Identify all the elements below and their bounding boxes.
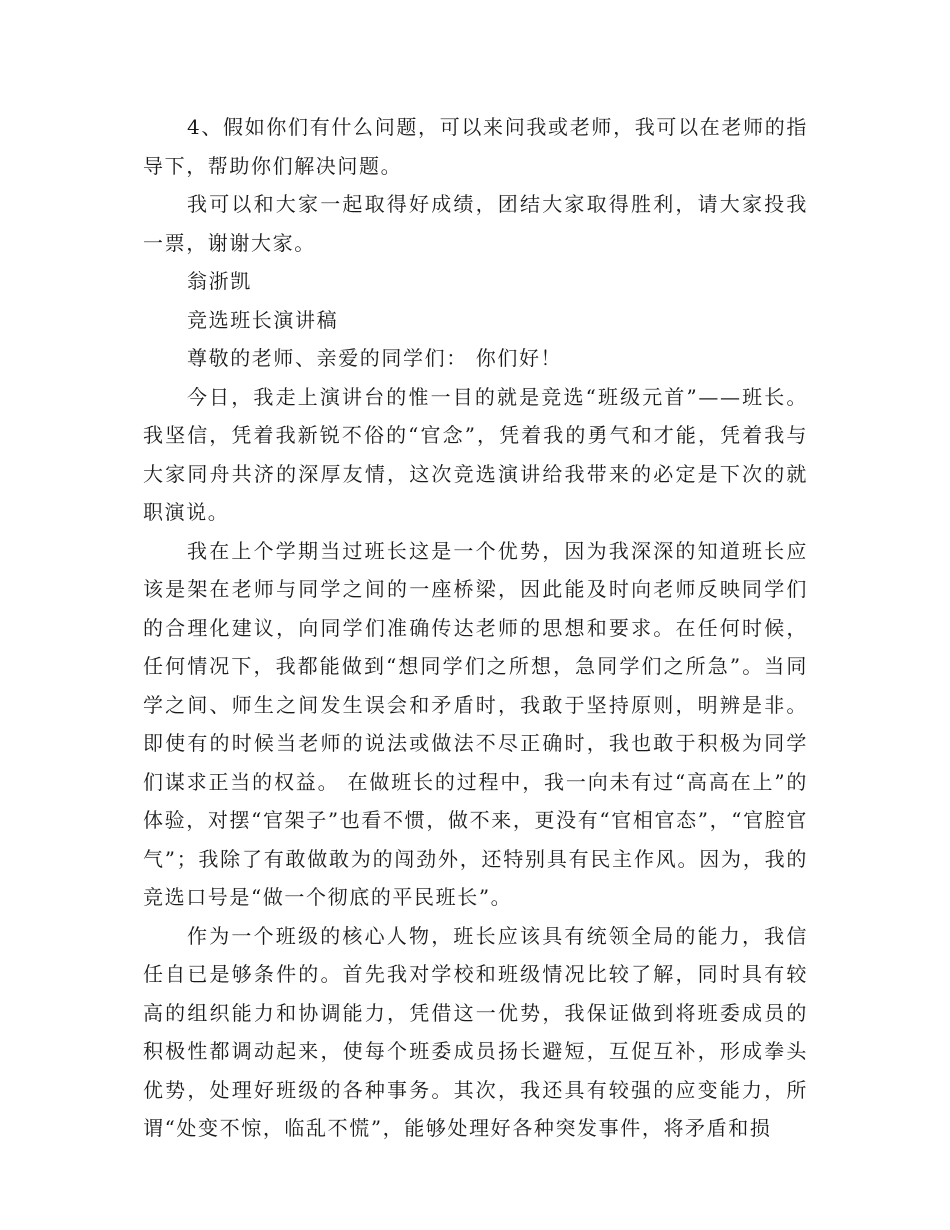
paragraph-intro: 今日，我走上演讲台的惟一目的就是竞选“班级元首”——班长。我坚信，凭着我新锐不俗的“官念”，凭着我的勇气和才能，凭着我与大家同舟共济的深厚友情，这次竞选演讲给我带来的必定是下次的就职演说。 bbox=[143, 384, 808, 524]
paragraph-experience: 我在上个学期当过班长这是一个优势，因为我深深的知道班长应该是架在老师与同学之间的一座桥梁，因此能及时向老师反映同学们的合理化建议，向同学们准确传达老师的思想和要求。在任何时候，任何情况下，我都能做到“想同学们之所想，急同学们之所急”。当同学之间、师生之间发生误会和矛盾时，我敢于坚持原则，明辨是非。即使有的时候当老师的说法或做法不尽正确时，我也敢于积极为同学们谋求正当的权益。 在做班长的过程中，我一向未有过“高高在上”的体验，对摆“官架子”也看不惯，做不来，更没有“官相官态”，“官腔官气”；我除了有敢做敢为的闯劲外，还特别具有民主作风。因为，我的竞选口号是“做一个彻底的平民班长”。 bbox=[143, 538, 808, 909]
speech-title: 竞选班长演讲稿 bbox=[187, 307, 339, 332]
paragraph-closing-appeal: 我可以和大家一起取得好成绩，团结大家取得胜利，请大家投我一票，谢谢大家。 bbox=[143, 192, 808, 255]
author-name: 翁浙凯 bbox=[187, 269, 252, 293]
paragraph-item-4: 4、假如你们有什么问题，可以来问我或老师，我可以在老师的指导下，帮助你们解决问题。 bbox=[143, 115, 808, 178]
salutation: 尊敬的老师、亲爱的同学们： 你们好！ bbox=[187, 346, 563, 370]
document-page bbox=[143, 108, 808, 1148]
paragraph-ability: 作为一个班级的核心人物，班长应该具有统领全局的能力，我信任自已是够条件的。首先我对学校和班级情况比较了解，同时具有较高的组织能力和协调能力，凭借这一优势，我保证做到将班委成员的积极性都调动起来，使每个班委成员扬长避短，互促互补，形成拳头优势，处理好班级的各种事务。其次，我还具有较强的应变能力，所谓“处变不惊，临乱不慌”，能够处理好各种突发事件，将矛盾和损 bbox=[143, 923, 808, 1140]
